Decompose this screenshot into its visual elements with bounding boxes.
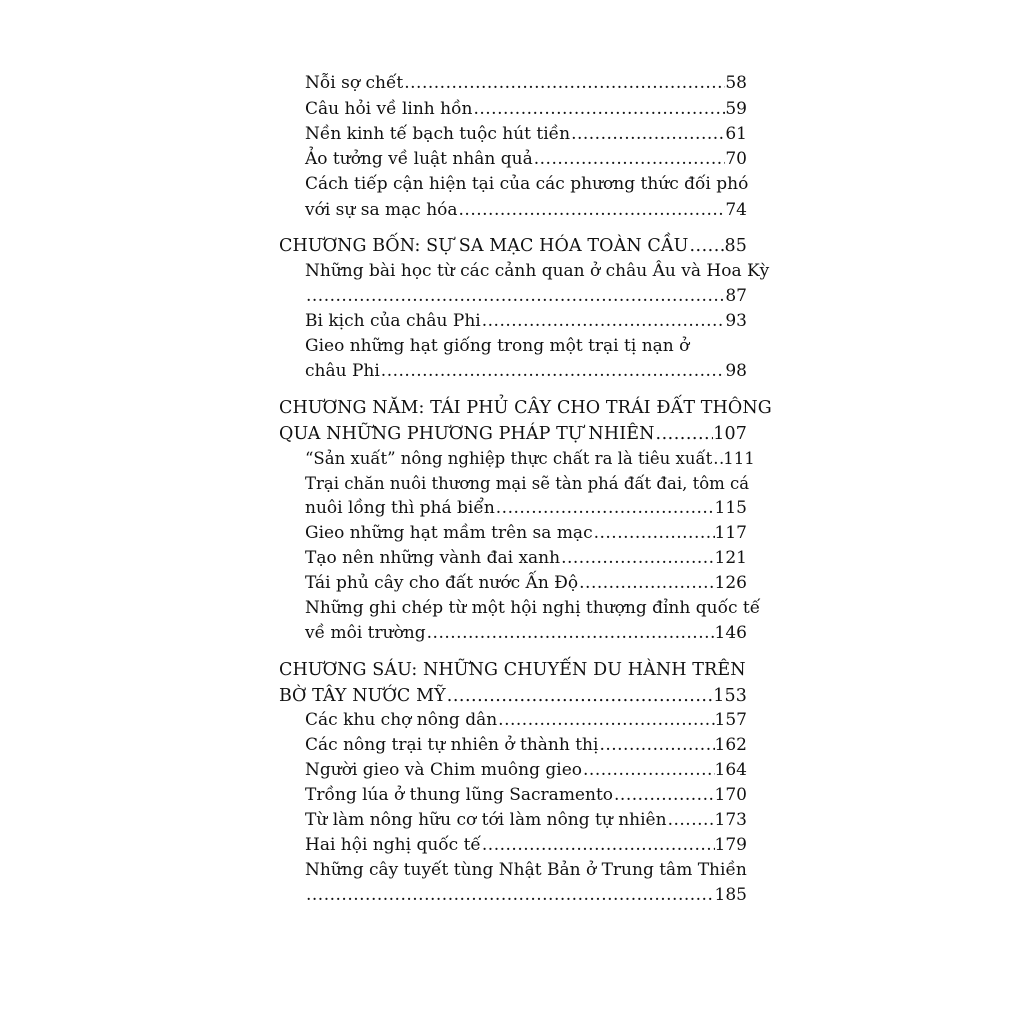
toc-entry-page: 93 (725, 311, 747, 331)
dot-leader (496, 496, 715, 521)
toc-entry-page: 107 (713, 424, 747, 444)
toc-entry-title: Người gieo và Chim muông gieo (305, 760, 583, 780)
toc-entry-page: 126 (714, 573, 747, 593)
toc-chapter-heading (279, 234, 747, 259)
toc-entry-title: Gieo những hạt giống trong một trại tị nạn ở (305, 336, 690, 356)
toc-entry-title: Ảo tưởng về luật nhân quả (305, 149, 533, 169)
dot-leader (571, 122, 725, 147)
toc-entry-title: Những bài học từ các cảnh quan ở châu Âu và Hoa Kỳ (305, 261, 770, 281)
toc-entry (305, 621, 747, 646)
toc-entry-title: Các nông trại tự nhiên ở thành thị (305, 735, 599, 755)
toc-entry-page: 61 (725, 124, 747, 144)
toc-entry-page: 85 (724, 236, 747, 256)
dot-leader (594, 521, 715, 546)
dot-leader (713, 446, 723, 471)
toc-entry-page: 164 (714, 760, 747, 780)
dot-leader (473, 97, 725, 122)
toc-entry (305, 833, 747, 858)
dot-leader (306, 284, 725, 309)
toc-entry-page: 117 (714, 523, 747, 543)
toc-entry-title: châu Phi (305, 361, 380, 381)
toc-entry-page: 162 (714, 735, 747, 755)
toc-entry-title: CHƯƠNG SÁU: NHỮNG CHUYẾN DU HÀNH TRÊN (279, 660, 746, 680)
toc-entry-title: Tái phủ cây cho đất nước Ấn Độ (305, 573, 579, 593)
toc-entry-page: 74 (725, 200, 747, 220)
toc-entry (305, 733, 747, 758)
toc-entry (305, 259, 770, 284)
toc-entry-page: 58 (725, 73, 747, 93)
toc-entry-page: 173 (714, 810, 747, 830)
toc-entry (305, 97, 747, 122)
toc-entry-page: 157 (714, 710, 747, 730)
dot-leader (306, 883, 715, 908)
toc-chapter-heading (279, 684, 747, 709)
toc-entry-title: Từ làm nông hữu cơ tới làm nông tự nhiên (305, 810, 667, 830)
toc-entry-title: QUA NHỮNG PHƯƠNG PHÁP TỰ NHIÊN (279, 424, 655, 444)
toc-entry-page: 146 (714, 623, 747, 643)
toc-entry-page: 98 (725, 361, 747, 381)
toc-entry (305, 471, 750, 496)
dot-leader (404, 71, 725, 96)
toc-entry (305, 858, 747, 883)
dot-leader (614, 783, 715, 808)
dot-leader (427, 621, 715, 646)
toc-entry-title: Cách tiếp cận hiện tại của các phương thức đối phó (305, 174, 749, 194)
dot-leader (482, 833, 715, 858)
toc-entry-page: 185 (714, 885, 747, 905)
toc-entry-page: 59 (725, 99, 747, 119)
toc-entry-title: Trồng lúa ở thung lũng Sacramento (305, 785, 614, 805)
toc-entry-title: Gieo những hạt mầm trên sa mạc (305, 523, 593, 543)
dot-leader (583, 758, 715, 783)
toc-entry-title: Tạo nên những vành đai xanh (305, 548, 561, 568)
dot-leader (534, 147, 726, 172)
toc-entry (305, 172, 747, 197)
dot-leader (381, 359, 726, 384)
toc-chapter-heading (279, 658, 747, 683)
toc-entry-title: Bi kịch của châu Phi (305, 311, 481, 331)
toc-entry (305, 546, 747, 571)
toc-entry (305, 521, 747, 546)
toc-entry-page: 153 (713, 686, 747, 706)
dot-leader (447, 684, 714, 709)
toc-entry-page: 115 (714, 498, 747, 518)
toc-entry (305, 571, 747, 596)
toc-entry-title: CHƯƠNG BỐN: SỰ SA MẠC HÓA TOÀN CẦU (279, 236, 689, 256)
toc-entry (305, 708, 747, 733)
toc-entry (305, 284, 747, 309)
toc-entry (305, 122, 747, 147)
toc-entry-title: BỜ TÂY NƯỚC MỸ (279, 686, 446, 706)
toc-entry (305, 71, 747, 96)
dot-leader (668, 808, 715, 833)
toc-entry (305, 808, 747, 833)
toc-entry-page: 87 (725, 286, 747, 306)
toc-entry-title: Nỗi sợ chết (305, 73, 404, 93)
toc-entry-title: Những cây tuyết tùng Nhật Bản ở Trung tâm Thiền (305, 860, 747, 880)
dot-leader (482, 309, 726, 334)
dot-leader (498, 708, 714, 733)
dot-leader (656, 422, 714, 447)
dot-leader (459, 198, 726, 223)
toc-entry-title: Những ghi chép từ một hội nghị thượng đỉnh quốc tế (305, 598, 761, 618)
toc-entry-title: Các khu chợ nông dân (305, 710, 498, 730)
toc-entry (305, 783, 747, 808)
toc-entry-page: 179 (714, 835, 747, 855)
toc-entry-title: CHƯƠNG NĂM: TÁI PHỦ CÂY CHO TRÁI ĐẤT THÔNG (279, 398, 772, 418)
toc-chapter-heading (279, 422, 747, 447)
toc-entry (305, 758, 747, 783)
toc-entry (305, 596, 761, 621)
dot-leader (689, 234, 724, 259)
toc-entry (305, 883, 747, 908)
dot-leader (579, 571, 714, 596)
toc-entry-title: về môi trường (305, 623, 426, 643)
dot-leader (599, 733, 714, 758)
toc-entry (305, 147, 747, 172)
toc-entry (305, 446, 755, 471)
toc-entry-page: 111 (723, 449, 755, 468)
toc-entry-page: 70 (725, 149, 747, 169)
dot-leader (561, 546, 714, 571)
toc-entry (305, 496, 747, 521)
toc-entry-title: Trại chăn nuôi thương mại sẽ tàn phá đất đai, tôm cá (305, 474, 750, 493)
toc-entry-page: 121 (714, 548, 747, 568)
toc-entry-title: “Sản xuất” nông nghiệp thực chất ra là tiêu xuất (305, 449, 713, 468)
toc-entry-title: Nền kinh tế bạch tuộc hút tiền (305, 124, 571, 144)
toc-entry (305, 359, 747, 384)
toc-entry-title: với sự sa mạc hóa (305, 200, 458, 220)
toc-entry (305, 334, 747, 359)
toc-entry-title: Câu hỏi về linh hồn (305, 99, 473, 119)
toc-entry-title: nuôi lồng thì phá biển (305, 498, 495, 518)
toc-entry-page: 170 (714, 785, 747, 805)
toc-entry-title: Hai hội nghị quốc tế (305, 835, 481, 855)
toc-entry (305, 198, 747, 223)
toc-chapter-heading (279, 396, 772, 421)
toc-entry (305, 309, 747, 334)
